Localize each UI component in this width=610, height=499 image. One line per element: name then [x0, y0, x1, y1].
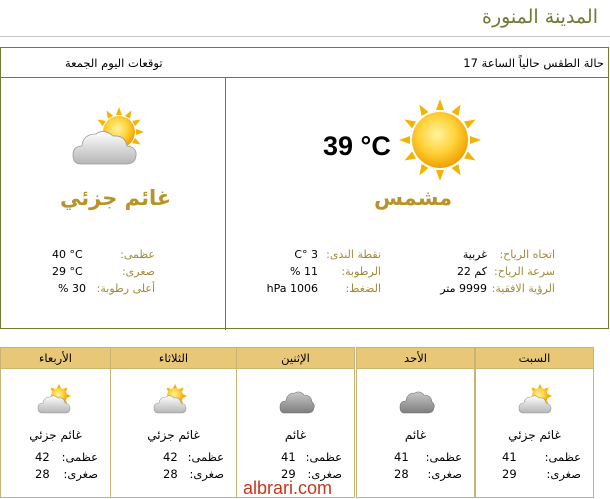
forecast-max-value: 41: [394, 450, 409, 464]
today-condition: غائم جزئي: [60, 186, 172, 210]
dew-point-value: 3 °C: [294, 248, 318, 261]
pressure-label: الضغط:: [345, 282, 381, 295]
wind-speed-label: سرعة الرياح:: [494, 265, 555, 278]
dew-point-label: نقطة الندى:: [326, 248, 381, 261]
forecast-day: الثلاثاء: [111, 348, 236, 369]
today-min-label: صغرى:: [121, 265, 155, 278]
cloud-icon: [399, 384, 435, 418]
wind-direction-label: اتجاه الرياح:: [499, 248, 555, 261]
today-min-value: 29 °C: [52, 265, 83, 278]
forecast-min-value: 28: [163, 467, 178, 481]
humidity-value: 11 %: [290, 265, 318, 278]
wind-speed-value: كم 22: [456, 265, 487, 278]
today-humidity-label: أعلى رطوبة:: [96, 282, 155, 295]
forecast-max-label: عظمى:: [544, 450, 581, 464]
humidity-label: الرطوبة:: [341, 265, 381, 278]
forecast-min-label: صغرى:: [63, 467, 98, 481]
today-max-label: عظمى:: [120, 248, 155, 261]
forecast-min-label: صغرى:: [307, 467, 342, 481]
sun-icon: [398, 98, 482, 182]
wind-direction-value: غربية: [462, 248, 487, 261]
cloud-icon: [279, 384, 315, 418]
forecast-min-value: 29: [502, 467, 517, 481]
forecast-card-tuesday: [110, 347, 237, 498]
header-divider: [1, 77, 608, 78]
forecast-min-value: 29: [281, 467, 296, 481]
forecast-day: الأحد: [357, 348, 474, 369]
today-header: توقعات اليوم الجمعة: [65, 56, 163, 70]
forecast-max-label: عظمى:: [61, 450, 98, 464]
current-condition: مشمس: [374, 186, 453, 210]
forecast-card-saturday: [475, 347, 594, 498]
forecast-card-monday: [236, 347, 355, 498]
forecast-max-label: عظمى:: [187, 450, 224, 464]
forecast-min-value: 28: [35, 467, 50, 481]
visibility-value: 9999 متر: [440, 282, 487, 295]
forecast-max-value: 41: [281, 450, 296, 464]
current-temperature: 39 °C: [323, 131, 391, 161]
today-max-value: 40 °C: [52, 248, 83, 261]
watermark: albrari.com: [243, 478, 333, 498]
forecast-day: الأربعاء: [1, 348, 110, 369]
partly-cloudy-icon: [153, 384, 189, 418]
panel-divider: [225, 77, 226, 330]
forecast-condition: غائم جزئي: [29, 428, 82, 442]
forecast-condition: غائم: [284, 428, 307, 442]
forecast-card-sunday: [356, 347, 475, 498]
forecast-min-label: صغرى:: [189, 467, 224, 481]
forecast-min-value: 28: [394, 467, 409, 481]
forecast-max-value: 42: [35, 450, 50, 464]
forecast-condition: غائم: [404, 428, 427, 442]
forecast-max-value: 42: [163, 450, 178, 464]
pressure-value: 1006 hPa: [266, 282, 318, 295]
forecast-max-label: عظمى:: [425, 450, 462, 464]
partly-cloudy-icon: [518, 384, 554, 418]
forecast-condition: غائم جزئي: [147, 428, 200, 442]
current-header: حالة الطقس حالياً الساعة 17: [463, 56, 604, 70]
partly-cloudy-icon: [37, 384, 73, 418]
partly-cloudy-icon: [71, 106, 147, 172]
title-divider: [0, 36, 610, 37]
forecast-min-label: صغرى:: [546, 467, 581, 481]
visibility-label: الرؤية الافقية:: [491, 282, 555, 295]
forecast-card-wednesday: [0, 347, 111, 498]
today-humidity-value: 30 %: [58, 282, 86, 295]
forecast-max-label: عظمى:: [305, 450, 342, 464]
forecast-condition: غائم جزئي: [508, 428, 561, 442]
forecast-max-value: 41: [502, 450, 517, 464]
forecast-min-label: صغرى:: [427, 467, 462, 481]
forecast-day: السبت: [476, 348, 593, 369]
forecast-day: الإثنين: [237, 348, 354, 369]
page-title: المدينة المنورة: [481, 6, 598, 28]
